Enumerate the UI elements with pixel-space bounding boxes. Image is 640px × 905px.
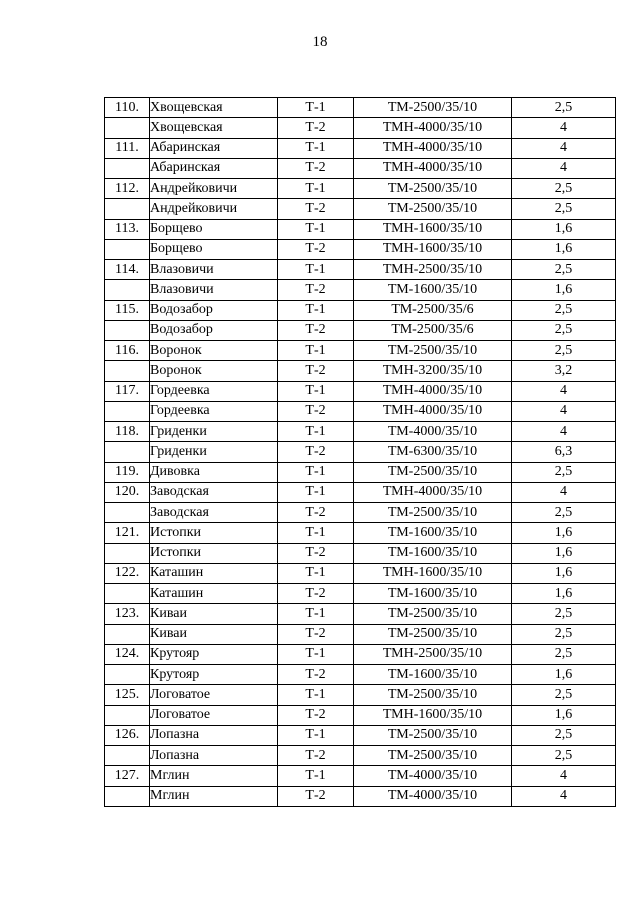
cell-power-rating: 2,5 [512,98,616,118]
table-row [105,118,616,138]
cell-power-rating: 2,5 [512,199,616,219]
table-row [105,685,616,705]
cell-substation-name: Абаринская [150,138,278,158]
cell-transformer-type: ТМН-4000/35/10 [354,482,512,502]
cell-substation-name: Каташин [150,563,278,583]
cell-transformer-type: ТМ-2500/35/10 [354,199,512,219]
cell-row-number: 116. [105,341,150,361]
cell-row-number [105,158,150,178]
cell-transformer-id: Т-2 [278,320,354,340]
cell-row-number: 124. [105,644,150,664]
cell-row-number [105,665,150,685]
table-row [105,381,616,401]
cell-power-rating: 2,5 [512,685,616,705]
cell-transformer-id: Т-1 [278,98,354,118]
cell-substation-name: Дивовка [150,462,278,482]
table-row [105,442,616,462]
table-row [105,725,616,745]
cell-row-number [105,239,150,259]
cell-transformer-type: ТМ-6300/35/10 [354,442,512,462]
table-row [105,219,616,239]
cell-transformer-id: Т-2 [278,665,354,685]
cell-substation-name: Логоватое [150,705,278,725]
cell-row-number: 120. [105,482,150,502]
page-number: 18 [312,34,328,50]
cell-row-number: 117. [105,381,150,401]
cell-transformer-id: Т-2 [278,543,354,563]
cell-power-rating: 2,5 [512,746,616,766]
cell-power-rating: 3,2 [512,361,616,381]
cell-power-rating: 4 [512,138,616,158]
cell-substation-name: Логоватое [150,685,278,705]
cell-transformer-type: ТМ-2500/35/6 [354,320,512,340]
cell-transformer-id: Т-2 [278,158,354,178]
cell-transformer-type: ТМН-1600/35/10 [354,239,512,259]
cell-power-rating: 1,6 [512,280,616,300]
cell-power-rating: 4 [512,766,616,786]
cell-substation-name: Заводская [150,482,278,502]
cell-substation-name: Каташин [150,584,278,604]
table-row [105,624,616,644]
cell-power-rating: 2,5 [512,341,616,361]
cell-substation-name: Хвощевская [150,98,278,118]
cell-substation-name: Влазовичи [150,280,278,300]
cell-row-number [105,705,150,725]
cell-power-rating: 4 [512,786,616,806]
cell-power-rating: 2,5 [512,503,616,523]
cell-transformer-id: Т-1 [278,422,354,442]
cell-transformer-type: ТМН-4000/35/10 [354,138,512,158]
cell-transformer-type: ТМН-4000/35/10 [354,401,512,421]
cell-transformer-id: Т-1 [278,219,354,239]
cell-power-rating: 1,6 [512,219,616,239]
cell-transformer-type: ТМ-1600/35/10 [354,523,512,543]
cell-transformer-type: ТМ-4000/35/10 [354,766,512,786]
table-row [105,179,616,199]
table-row [105,766,616,786]
cell-transformer-type: ТМ-2500/35/10 [354,341,512,361]
table-row [105,280,616,300]
cell-substation-name: Гордеевка [150,381,278,401]
cell-transformer-id: Т-1 [278,300,354,320]
cell-transformer-id: Т-2 [278,401,354,421]
cell-transformer-id: Т-2 [278,746,354,766]
cell-power-rating: 1,6 [512,563,616,583]
cell-transformer-id: Т-1 [278,563,354,583]
table-row [105,260,616,280]
cell-transformer-id: Т-1 [278,766,354,786]
cell-transformer-type: ТМ-2500/35/10 [354,746,512,766]
cell-transformer-type: ТМ-1600/35/10 [354,584,512,604]
cell-power-rating: 4 [512,381,616,401]
cell-row-number: 123. [105,604,150,624]
cell-substation-name: Лопазна [150,725,278,745]
cell-transformer-id: Т-1 [278,179,354,199]
cell-transformer-type: ТМ-2500/35/10 [354,604,512,624]
table-row [105,563,616,583]
cell-power-rating: 1,6 [512,665,616,685]
cell-transformer-type: ТМН-2500/35/10 [354,260,512,280]
cell-substation-name: Борщево [150,239,278,259]
cell-transformer-id: Т-1 [278,462,354,482]
cell-transformer-type: ТМ-1600/35/10 [354,543,512,563]
cell-transformer-type: ТМН-2500/35/10 [354,644,512,664]
cell-substation-name: Крутояр [150,665,278,685]
cell-row-number [105,320,150,340]
cell-row-number: 110. [105,98,150,118]
table-row [105,158,616,178]
cell-transformer-type: ТМН-1600/35/10 [354,563,512,583]
cell-power-rating: 2,5 [512,462,616,482]
table-row [105,523,616,543]
cell-power-rating: 2,5 [512,725,616,745]
cell-substation-name: Истопки [150,543,278,563]
cell-power-rating: 2,5 [512,604,616,624]
cell-substation-name: Киваи [150,604,278,624]
cell-row-number: 112. [105,179,150,199]
table-row [105,462,616,482]
cell-substation-name: Воронок [150,361,278,381]
table-row [105,401,616,421]
cell-power-rating: 4 [512,158,616,178]
cell-power-rating: 2,5 [512,300,616,320]
cell-substation-name: Мглин [150,766,278,786]
table-row [105,482,616,502]
cell-power-rating: 1,6 [512,239,616,259]
cell-power-rating: 4 [512,482,616,502]
cell-row-number [105,503,150,523]
table-row [105,341,616,361]
cell-transformer-id: Т-2 [278,118,354,138]
cell-substation-name: Влазовичи [150,260,278,280]
table-row [105,320,616,340]
cell-row-number: 121. [105,523,150,543]
cell-transformer-type: ТМН-1600/35/10 [354,705,512,725]
cell-transformer-type: ТМ-2500/35/10 [354,685,512,705]
cell-power-rating: 2,5 [512,179,616,199]
cell-transformer-id: Т-1 [278,604,354,624]
cell-substation-name: Мглин [150,786,278,806]
cell-power-rating: 2,5 [512,260,616,280]
cell-substation-name: Заводская [150,503,278,523]
cell-transformer-id: Т-2 [278,705,354,725]
cell-substation-name: Водозабор [150,300,278,320]
cell-transformer-id: Т-1 [278,685,354,705]
cell-power-rating: 6,3 [512,442,616,462]
cell-substation-name: Истопки [150,523,278,543]
cell-transformer-id: Т-2 [278,786,354,806]
cell-transformer-type: ТМ-2500/35/10 [354,725,512,745]
cell-substation-name: Гриденки [150,422,278,442]
cell-transformer-id: Т-2 [278,239,354,259]
table-row [105,644,616,664]
cell-row-number: 118. [105,422,150,442]
cell-row-number [105,746,150,766]
cell-row-number: 127. [105,766,150,786]
cell-power-rating: 2,5 [512,644,616,664]
table-row [105,543,616,563]
cell-transformer-id: Т-1 [278,725,354,745]
cell-row-number [105,786,150,806]
cell-transformer-id: Т-2 [278,199,354,219]
cell-substation-name: Лопазна [150,746,278,766]
cell-transformer-type: ТМН-3200/35/10 [354,361,512,381]
substation-transformer-table [104,97,616,807]
cell-transformer-id: Т-1 [278,482,354,502]
cell-transformer-type: ТМ-2500/35/10 [354,624,512,644]
table-row [105,422,616,442]
table-row [105,604,616,624]
cell-transformer-type: ТМ-2500/35/10 [354,503,512,523]
cell-power-rating: 1,6 [512,584,616,604]
cell-row-number [105,543,150,563]
cell-transformer-id: Т-1 [278,644,354,664]
cell-transformer-id: Т-1 [278,138,354,158]
cell-transformer-id: Т-1 [278,381,354,401]
table-row [105,584,616,604]
table-row [105,665,616,685]
cell-transformer-id: Т-2 [278,503,354,523]
cell-row-number [105,280,150,300]
cell-row-number: 125. [105,685,150,705]
cell-substation-name: Гриденки [150,442,278,462]
cell-substation-name: Водозабор [150,320,278,340]
table-body [105,98,616,807]
cell-power-rating: 1,6 [512,523,616,543]
cell-transformer-id: Т-1 [278,341,354,361]
table-row [105,361,616,381]
cell-power-rating: 1,6 [512,705,616,725]
cell-substation-name: Крутояр [150,644,278,664]
table-row [105,239,616,259]
cell-transformer-type: ТМ-2500/35/6 [354,300,512,320]
table-row [105,138,616,158]
cell-transformer-id: Т-1 [278,260,354,280]
cell-power-rating: 4 [512,118,616,138]
cell-transformer-type: ТМН-4000/35/10 [354,118,512,138]
cell-row-number: 113. [105,219,150,239]
cell-transformer-type: ТМН-1600/35/10 [354,219,512,239]
table-row [105,503,616,523]
cell-transformer-id: Т-1 [278,523,354,543]
cell-row-number [105,361,150,381]
cell-transformer-id: Т-2 [278,280,354,300]
cell-row-number [105,624,150,644]
cell-transformer-id: Т-2 [278,442,354,462]
cell-substation-name: Борщево [150,219,278,239]
cell-row-number: 122. [105,563,150,583]
cell-row-number: 119. [105,462,150,482]
cell-substation-name: Хвощевская [150,118,278,138]
table-row [105,199,616,219]
cell-row-number [105,584,150,604]
cell-transformer-type: ТМ-2500/35/10 [354,462,512,482]
cell-row-number: 114. [105,260,150,280]
cell-row-number: 115. [105,300,150,320]
cell-substation-name: Киваи [150,624,278,644]
cell-power-rating: 2,5 [512,624,616,644]
cell-transformer-type: ТМН-4000/35/10 [354,381,512,401]
cell-transformer-type: ТМ-2500/35/10 [354,98,512,118]
cell-power-rating: 4 [512,422,616,442]
cell-transformer-id: Т-2 [278,584,354,604]
table-row [105,786,616,806]
table-row [105,300,616,320]
cell-substation-name: Андрейковичи [150,199,278,219]
cell-row-number: 126. [105,725,150,745]
cell-transformer-type: ТМ-2500/35/10 [354,179,512,199]
table-row [105,98,616,118]
cell-substation-name: Андрейковичи [150,179,278,199]
cell-substation-name: Воронок [150,341,278,361]
cell-row-number [105,442,150,462]
cell-row-number [105,401,150,421]
cell-substation-name: Гордеевка [150,401,278,421]
table-row [105,705,616,725]
cell-transformer-type: ТМ-1600/35/10 [354,280,512,300]
cell-power-rating: 2,5 [512,320,616,340]
cell-transformer-type: ТМ-4000/35/10 [354,786,512,806]
cell-row-number: 111. [105,138,150,158]
cell-power-rating: 4 [512,401,616,421]
cell-transformer-type: ТМ-4000/35/10 [354,422,512,442]
cell-transformer-type: ТМН-4000/35/10 [354,158,512,178]
cell-transformer-type: ТМ-1600/35/10 [354,665,512,685]
cell-power-rating: 1,6 [512,543,616,563]
cell-transformer-id: Т-2 [278,624,354,644]
cell-substation-name: Абаринская [150,158,278,178]
cell-row-number [105,118,150,138]
cell-transformer-id: Т-2 [278,361,354,381]
cell-row-number [105,199,150,219]
table-row [105,746,616,766]
